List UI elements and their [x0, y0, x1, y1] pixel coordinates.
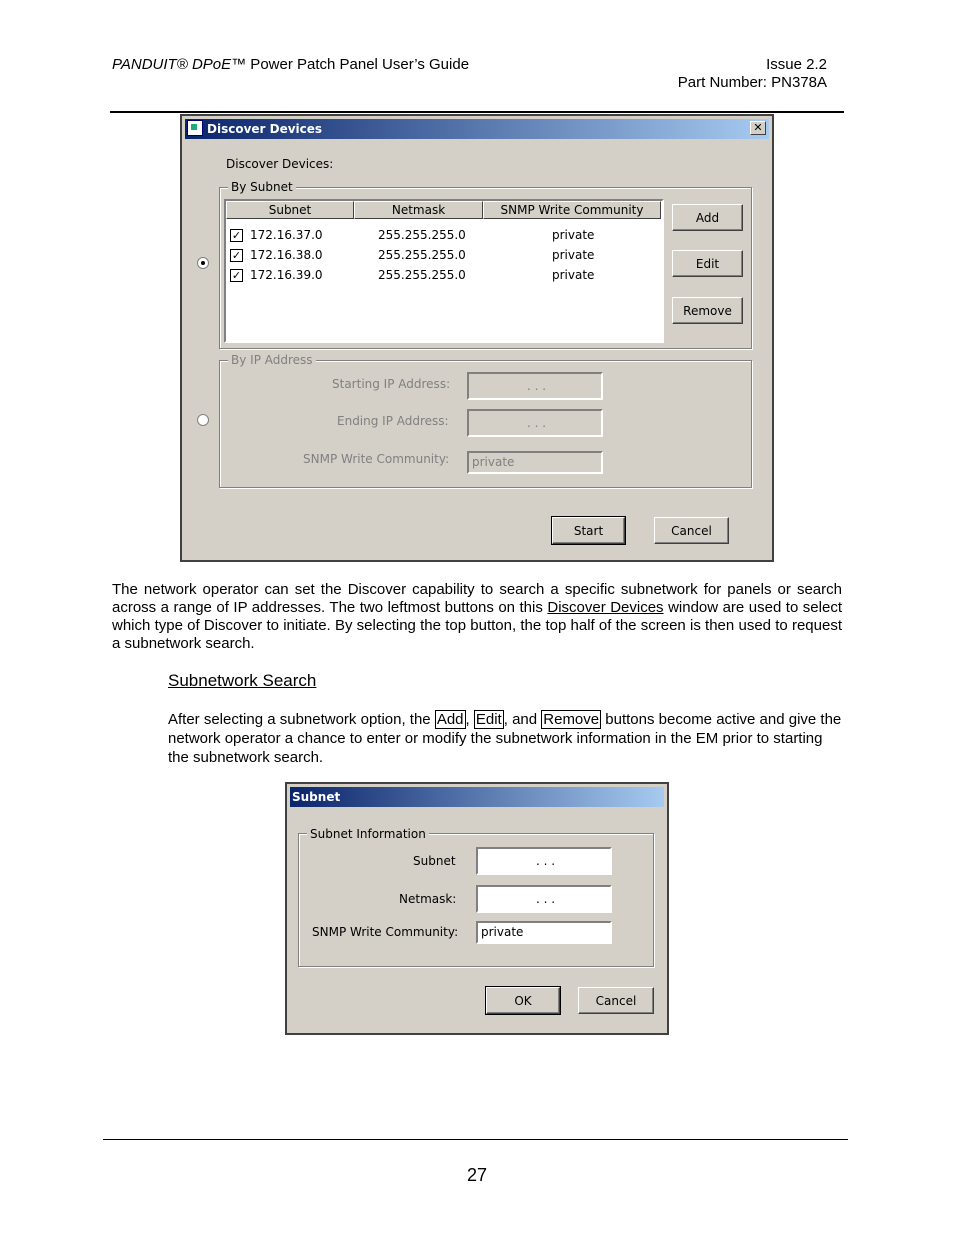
para2-add-ref: Add	[436, 711, 464, 728]
para2-edit-ref: Edit	[475, 711, 502, 728]
row-checkbox[interactable]: ✓	[231, 229, 242, 242]
doc-header-right	[678, 56, 827, 92]
cancel-button[interactable]: Cancel	[654, 517, 729, 544]
row-checkbox[interactable]: ✓	[231, 269, 242, 282]
subnet-field[interactable]: . . .	[476, 847, 612, 875]
doc-issue: Issue 2.2	[766, 56, 827, 73]
doc-brand: PANDUIT® DPoE™	[112, 56, 247, 73]
app-icon	[187, 120, 203, 136]
row-community: private	[552, 268, 595, 282]
para2-text-b: buttons become active and give the network operator a chance to enter or modify the subnetwork information in the EM prior to starting the subnetwork search.	[168, 711, 842, 766]
radio-by-subnet[interactable]	[197, 257, 209, 269]
by-ip-label: By IP Address	[228, 353, 316, 367]
row-netmask: 255.255.255.0	[378, 228, 466, 242]
doc-header-title	[112, 56, 469, 74]
row-subnet: 172.16.37.0	[250, 228, 323, 242]
ending-ip-field[interactable]: . . .	[467, 409, 603, 437]
para2-sep1: ,	[465, 711, 474, 728]
header-rule	[110, 111, 844, 113]
snmp-community-label: SNMP Write Community:	[303, 452, 450, 466]
subnet-dialog-titlebar	[290, 787, 664, 807]
subnet-label: Subnet	[413, 854, 456, 868]
para2-remove-ref: Remove	[543, 711, 600, 728]
col-header-netmask[interactable]: Netmask	[354, 201, 483, 219]
subnet-snmp-label: SNMP Write Community:	[312, 925, 459, 939]
subnet-row[interactable]	[230, 265, 660, 285]
add-button[interactable]: Add	[672, 204, 743, 231]
subnet-paragraph	[168, 710, 844, 767]
row-subnet: 172.16.38.0	[250, 248, 323, 262]
discover-prompt: Discover Devices:	[226, 157, 334, 171]
start-button[interactable]: Start	[552, 517, 625, 544]
snmp-community-field[interactable]: private	[467, 451, 603, 474]
subnet-row[interactable]	[230, 245, 660, 265]
para1-text-a: The network operator can set the Discover capability to search a specific subnetwork for panels or search across a range of IP addresses. The two leftmost buttons on this	[112, 581, 842, 616]
discover-dialog-title: Discover Devices	[207, 122, 323, 136]
doc-part-number: Part Number: PN378A	[677, 74, 827, 91]
row-community: private	[552, 228, 595, 242]
ending-ip-label: Ending IP Address:	[337, 414, 449, 428]
row-netmask: 255.255.255.0	[378, 268, 466, 282]
row-netmask: 255.255.255.0	[378, 248, 466, 262]
ok-button[interactable]: OK	[486, 987, 560, 1014]
radio-by-ip[interactable]	[197, 414, 209, 426]
col-header-community[interactable]: SNMP Write Community	[483, 201, 661, 219]
subnet-list[interactable]	[224, 199, 664, 343]
subnet-cancel-button[interactable]: Cancel	[578, 987, 654, 1014]
row-community: private	[552, 248, 595, 262]
doc-title-rest: Power Patch Panel User’s Guide	[246, 56, 470, 73]
subnet-dialog	[285, 782, 669, 1035]
row-subnet: 172.16.39.0	[250, 268, 323, 282]
starting-ip-label: Starting IP Address:	[332, 377, 451, 391]
subnet-row[interactable]	[230, 225, 660, 245]
section-heading: Subnetwork Search	[168, 671, 317, 690]
discover-dialog-titlebar	[185, 119, 769, 139]
subnet-dialog-title: Subnet	[292, 790, 341, 804]
row-checkbox[interactable]: ✓	[231, 249, 242, 262]
para2-sep2: , and	[503, 711, 542, 728]
col-header-subnet[interactable]: Subnet	[226, 201, 354, 219]
para1-text-b: window are used to select which type of Discover to initiate. By selecting the top button, the top half of the screen is then used to request a subnetwork search.	[112, 599, 842, 652]
starting-ip-field[interactable]: . . .	[467, 372, 603, 400]
netmask-label: Netmask:	[399, 892, 457, 906]
footer-rule	[103, 1139, 848, 1140]
discover-devices-dialog	[180, 114, 774, 562]
para2-text-a: After selecting a subnetwork option, the	[168, 711, 435, 728]
remove-button[interactable]: Remove	[672, 297, 743, 324]
netmask-field[interactable]: . . .	[476, 885, 612, 913]
edit-button[interactable]: Edit	[672, 250, 743, 277]
close-icon[interactable]: ✕	[750, 121, 766, 135]
by-subnet-label: By Subnet	[228, 180, 296, 194]
subnet-snmp-field[interactable]: private	[476, 921, 612, 944]
intro-paragraph	[112, 581, 842, 653]
para1-discover-devices-ref: Discover Devices	[547, 599, 664, 616]
subnet-info-label: Subnet Information	[307, 827, 429, 841]
page-number: 27	[466, 1165, 488, 1185]
